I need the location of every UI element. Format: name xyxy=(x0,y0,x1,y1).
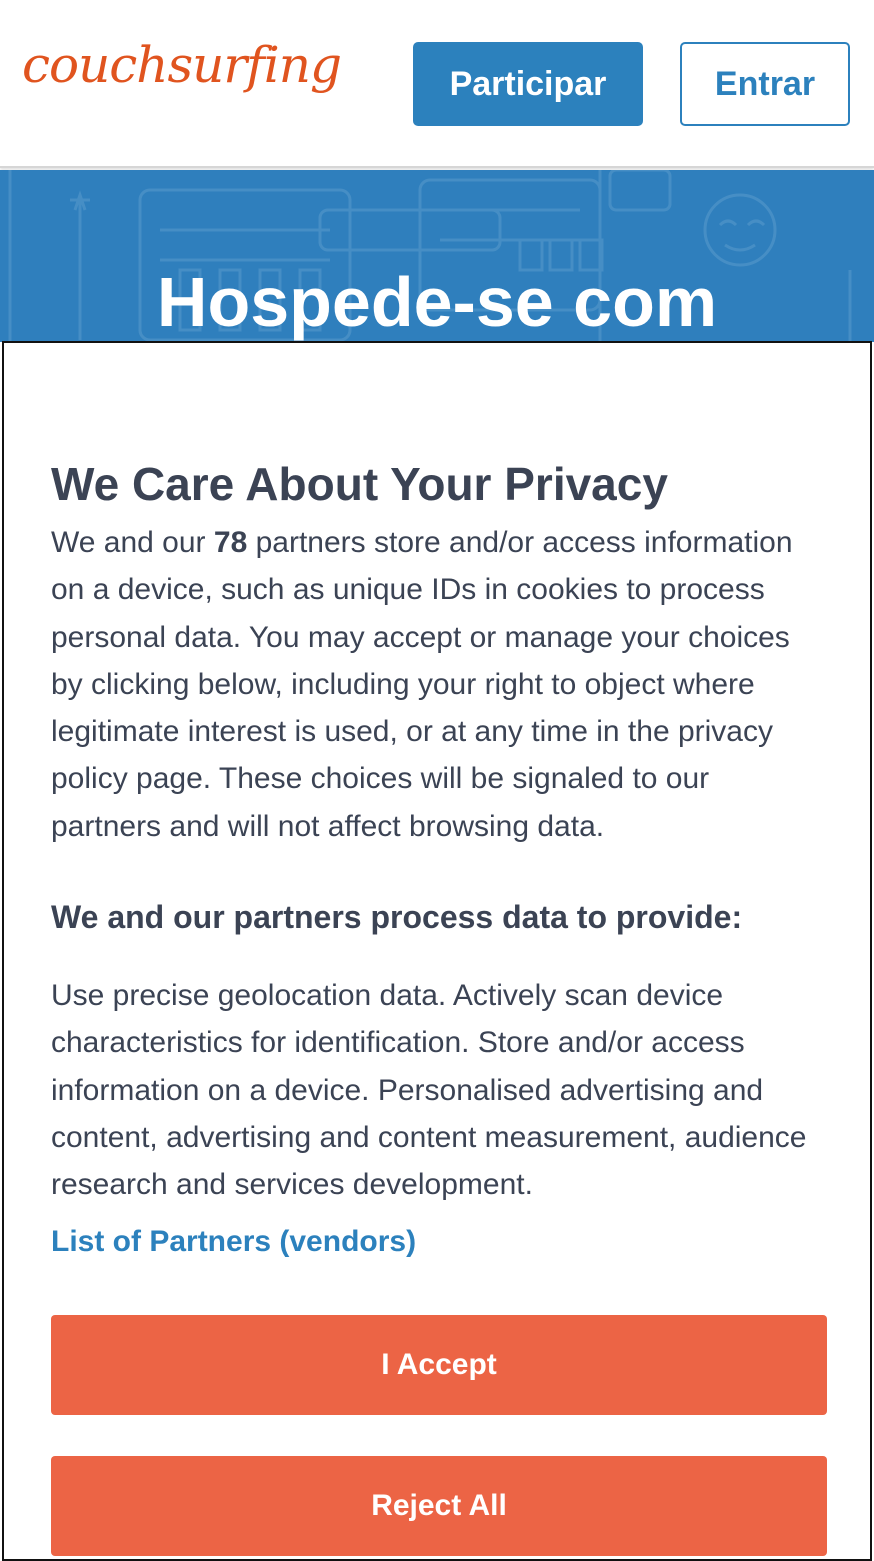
reject-all-button[interactable]: Reject All xyxy=(51,1456,827,1556)
top-navigation-bar xyxy=(0,0,874,168)
consent-intro-text xyxy=(51,519,827,850)
intro-text-start: We and our xyxy=(51,526,214,559)
join-button[interactable]: Participar xyxy=(413,42,643,126)
privacy-consent-dialog xyxy=(2,341,872,1561)
intro-text-rest: partners store and/or access information on a device, such as unique IDs in cookies to process personal data. You may accept or manage your choices by clicking below, including your right to object where legitimate interest is used, or at any time in the privacy policy page. These choices will be signaled to our partners and will not affect browsing data. xyxy=(51,526,793,843)
hero-banner xyxy=(0,170,874,342)
accept-button[interactable]: I Accept xyxy=(51,1315,827,1415)
purposes-text: Use precise geolocation data. Actively scan device characteristics for identification. Store and/or access information on a device. Personalised advertising and content, advertising and content measurement, audience research and services development. xyxy=(51,979,807,1202)
hero-title: Hospede-se com xyxy=(156,263,718,341)
purposes-heading: We and our partners process data to provide: xyxy=(51,899,743,935)
couchsurfing-logo[interactable]: couchsurfing xyxy=(22,36,341,94)
partners-list-link[interactable]: List of Partners (vendors) xyxy=(51,1225,417,1258)
dialog-title: We Care About Your Privacy xyxy=(51,458,668,510)
login-button[interactable]: Entrar xyxy=(680,42,850,126)
partner-count: 78 xyxy=(213,526,248,559)
